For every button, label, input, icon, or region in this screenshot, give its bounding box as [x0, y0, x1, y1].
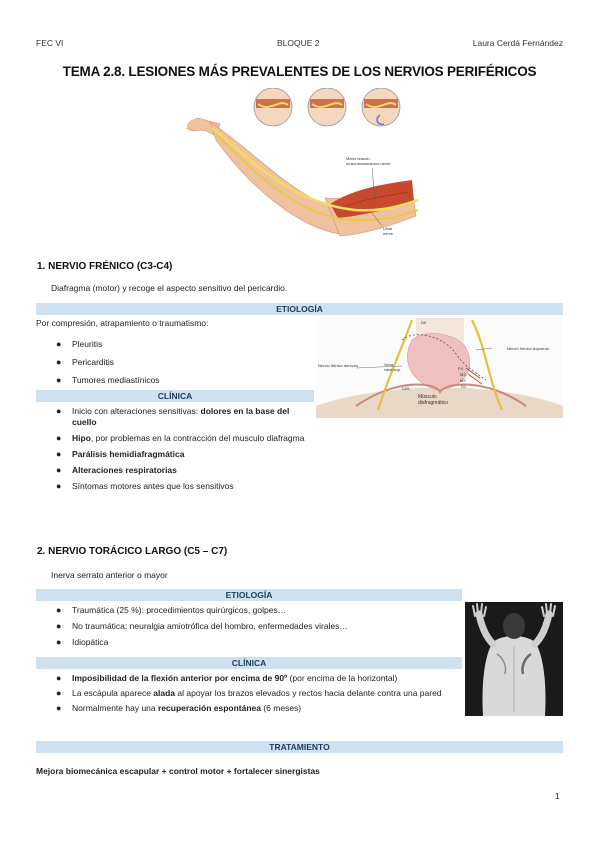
label-ulnar-nerve: Ulnar nerve [383, 226, 394, 236]
list-item: ● Hipo, por problemas en la contracción del musculo diafragma [56, 433, 305, 443]
section1-clinica-list [56, 406, 312, 492]
section2-intro: Inerva serrato anterior o mayor [51, 570, 168, 580]
header-center: BLOQUE 2 [277, 38, 320, 48]
page-number: 1 [555, 791, 560, 801]
list-item: ● Idiopática [56, 637, 109, 647]
header-right: Laura Cerdá Fernández [472, 38, 563, 48]
list-item: ● Alteraciones respiratorias [56, 465, 177, 475]
list-item: ● No traumática: neuralgia amiotrófica del hombro, enfermedades virales… [56, 621, 348, 631]
list-item: ● Normalmente hay una recuperación espontánea (6 meses) [56, 703, 302, 713]
list-item: ● Parálisis hemidiafragmática [56, 449, 185, 459]
section2-clinica-list [56, 673, 462, 714]
label-m2: M2 [460, 378, 466, 383]
section2-tratamiento-band: TRATAMIENTO [36, 741, 563, 753]
label-d05: D05 [402, 386, 410, 391]
list-item: ● Imposibilidad de la flexión anterior por encima de 90º (por encima de la horizontal) [56, 673, 398, 683]
list-item: ● Tumores mediastínicos [56, 375, 160, 385]
label-nervio-frenico-derecho: Nervio frénico derecho [318, 363, 359, 368]
label-p4: P4 [458, 366, 463, 371]
inset-circle-1 [254, 88, 292, 126]
section1-clinica-band: CLÍNICA [36, 390, 314, 402]
arm-nerve-illustration [180, 88, 420, 248]
label-d1: D1 [461, 384, 467, 389]
section1-etiologia-list [56, 339, 312, 386]
label-motor-branch: Motor branch musculocutaneous nerve [346, 156, 391, 166]
label-nervio-frenico-izquierdo: Nervio frénico izquierdo [507, 346, 550, 351]
section2-tratamiento-text: Mejora biomecánica escapular + control motor + fortalecer sinergistas [36, 766, 320, 776]
header-left: FEC VI [36, 38, 64, 48]
section2-clinica-band: CLÍNICA [36, 657, 462, 669]
section1-heading: 1. NERVIO FRÉNICO (C3-C4) [37, 261, 173, 272]
section2-etiologia-list [56, 605, 462, 648]
list-item: ● Pleuritis [56, 339, 103, 349]
label-d0: D0 [421, 320, 427, 325]
section1-intro: Diafragma (motor) y recoge el aspecto sensitivo del pericardio. [51, 283, 288, 293]
section1-etiologia-band: ETIOLOGÍA [36, 303, 563, 315]
label-musculo-diafragmatico: Músculo diafragmático [418, 394, 449, 406]
label-m3: M3 [460, 372, 466, 377]
page-title: TEMA 2.8. LESIONES MÁS PREVALENTES DE LOS NERVIOS PERIFÉRICOS [62, 64, 537, 79]
list-item: ● Traumática (25 %): procedimientos quirúrgicos, golpes… [56, 605, 287, 615]
winged-scapula-photo [465, 602, 563, 716]
list-item: ● Pericarditis [56, 357, 115, 367]
list-item: ● La escápula aparece alada al apoyar los brazos elevados y rectos hacia delante contra una pared [56, 688, 442, 698]
section2-etiologia-band: ETIOLOGÍA [36, 589, 462, 601]
inset-circle-2 [308, 88, 346, 126]
section1-etiologia-text: Por compresión, atrapamiento o traumatismo: [36, 318, 209, 328]
label-vena-cava: Vena cava sup. [384, 362, 402, 372]
section2-heading: 2. NERVIO TORÁCICO LARGO (C5 – C7) [37, 546, 228, 557]
list-item: ● Síntomas motores antes que los sensitivos [56, 481, 234, 491]
list-item: ● Inicio con alteraciones sensitivas: dolores en la base del cuello [56, 406, 290, 427]
inset-circle-3 [362, 88, 400, 126]
